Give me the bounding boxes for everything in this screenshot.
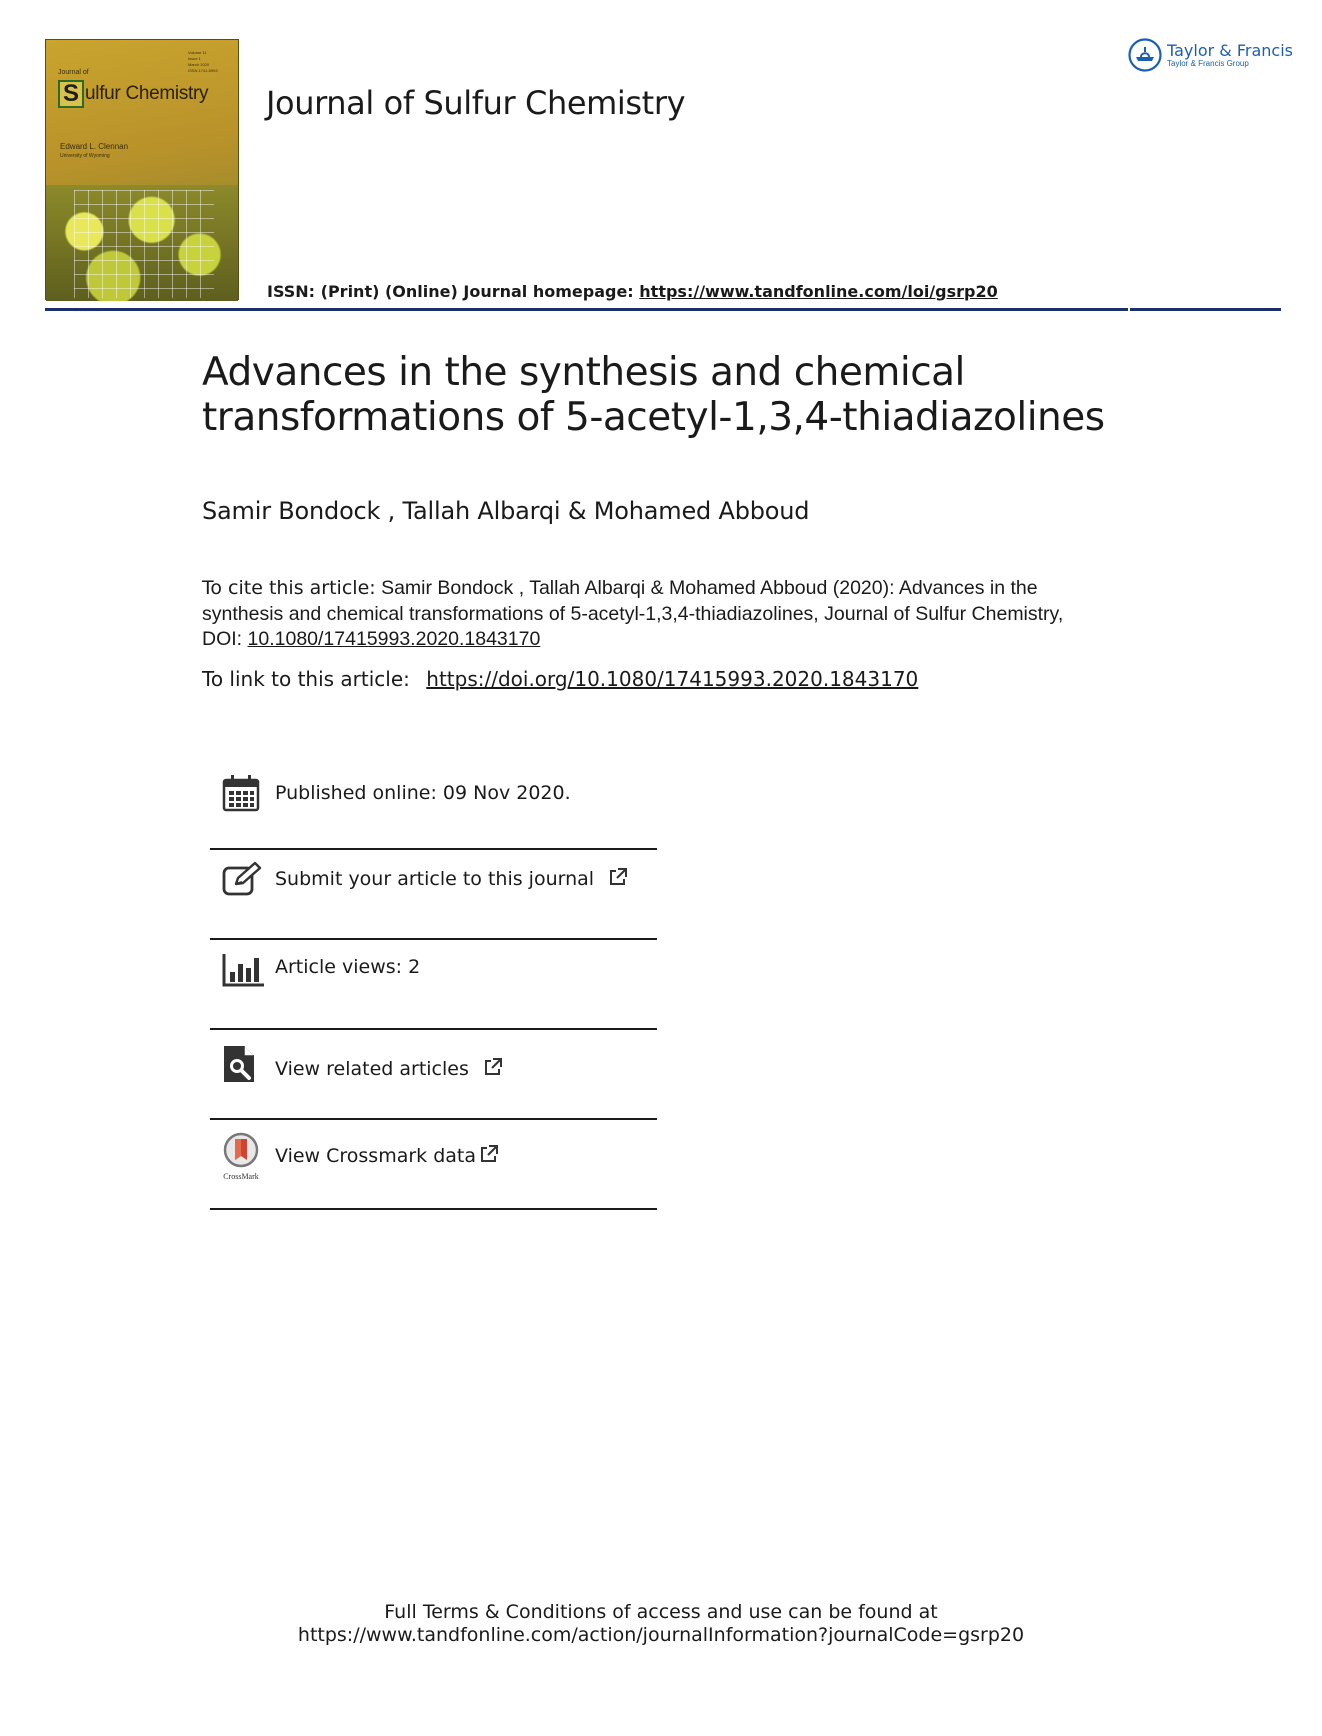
external-link-icon — [608, 868, 627, 887]
info-divider — [210, 848, 657, 850]
crossmark-label: View Crossmark data — [275, 1145, 477, 1167]
published-row — [210, 772, 657, 816]
cover-volume-line: Issue 1 — [188, 56, 201, 61]
citation-block — [202, 576, 1092, 653]
publisher-logo[interactable] — [1128, 38, 1293, 72]
calendar-icon — [222, 774, 260, 812]
cover-title — [58, 80, 208, 108]
issn-text: ISSN: (Print) (Online) Journal homepage: — [267, 282, 640, 301]
citation-label: To cite this article: — [202, 577, 376, 599]
published-date: Published online: 09 Nov 2020. — [275, 782, 571, 804]
article-link-line — [202, 667, 918, 691]
article-title — [202, 350, 1202, 440]
crossmark-text — [275, 1145, 498, 1167]
header-divider — [45, 308, 1281, 311]
submit-article-label: Submit your article to this journal — [275, 868, 595, 890]
citation-text: Samir Bondock , Tallah Albarqi & Mohamed Abboud (2020): Advances in the synthesis and chemical transformations of 5-acetyl-1,3,4-thiadiazolines, Journal of Sulfur Chemistry, DOI: — [202, 577, 1064, 650]
journal-title: Journal of Sulfur Chemistry — [266, 84, 686, 122]
related-articles-link[interactable] — [210, 1042, 657, 1088]
info-divider — [210, 1118, 657, 1120]
cover-journal-of: Journal of — [58, 69, 89, 76]
external-link-icon — [483, 1058, 502, 1077]
cover-editor: Edward L. Clennan — [60, 142, 129, 151]
cover-volume-line: Volume 11 — [188, 50, 207, 55]
cover-grid-pattern — [74, 190, 214, 298]
article-views-count: Article views: 2 — [275, 956, 421, 978]
info-divider — [210, 938, 657, 940]
taylor-francis-emblem-icon — [1128, 38, 1162, 72]
journal-cover-image — [45, 39, 239, 300]
crossmark-caption: CrossMark — [223, 1172, 259, 1181]
submit-article-text — [275, 868, 627, 890]
issn-line — [267, 282, 998, 301]
publisher-group: Taylor & Francis Group — [1167, 58, 1249, 68]
external-link-icon — [479, 1145, 498, 1164]
info-divider — [210, 1208, 657, 1210]
article-link-label: To link to this article: — [202, 667, 417, 691]
article-title-line: Advances in the synthesis and chemical — [202, 350, 965, 395]
cover-volume-line: March 2020 — [188, 62, 210, 67]
citation-doi-link[interactable]: 10.1080/17415993.2020.1843170 — [247, 628, 541, 650]
cover-volume-line: ISSN 1741-5993 — [188, 68, 218, 73]
article-title-line: transformations of 5-acetyl-1,3,4-thiadiazolines — [202, 395, 1105, 440]
terms-footer-text: Full Terms & Conditions of access and use can be found at — [384, 1601, 938, 1623]
info-divider — [210, 1028, 657, 1030]
cover-title-rest: ulfur Chemistry — [85, 83, 209, 104]
submit-article-link[interactable] — [210, 858, 657, 902]
crossmark-icon — [223, 1132, 259, 1168]
crossmark-badge — [220, 1132, 262, 1181]
terms-footer-url-link[interactable]: https://www.tandfonline.com/action/journalInformation?journalCode=gsrp20 — [297, 1624, 1025, 1646]
terms-footer — [0, 1601, 1322, 1647]
article-doi-url-link[interactable]: https://doi.org/10.1080/17415993.2020.1843170 — [426, 667, 919, 691]
related-articles-text — [275, 1058, 502, 1080]
search-document-icon — [222, 1044, 256, 1084]
article-authors: Samir Bondock , Tallah Albarqi & Mohamed Abboud — [202, 497, 810, 525]
cover-affiliation: University of Wyoming — [60, 153, 110, 159]
bar-chart-icon — [222, 954, 264, 988]
publisher-name: Taylor & Francis — [1167, 40, 1293, 60]
crossmark-link[interactable] — [210, 1132, 657, 1180]
header-divider-gap — [1128, 307, 1130, 312]
journal-homepage-link[interactable]: https://www.tandfonline.com/loi/gsrp20 — [639, 282, 998, 301]
cover-title-initial: S — [58, 80, 84, 108]
related-articles-label: View related articles — [275, 1058, 469, 1080]
cover-volume-info — [188, 50, 218, 74]
edit-icon — [222, 862, 262, 898]
article-views-row — [210, 950, 657, 994]
